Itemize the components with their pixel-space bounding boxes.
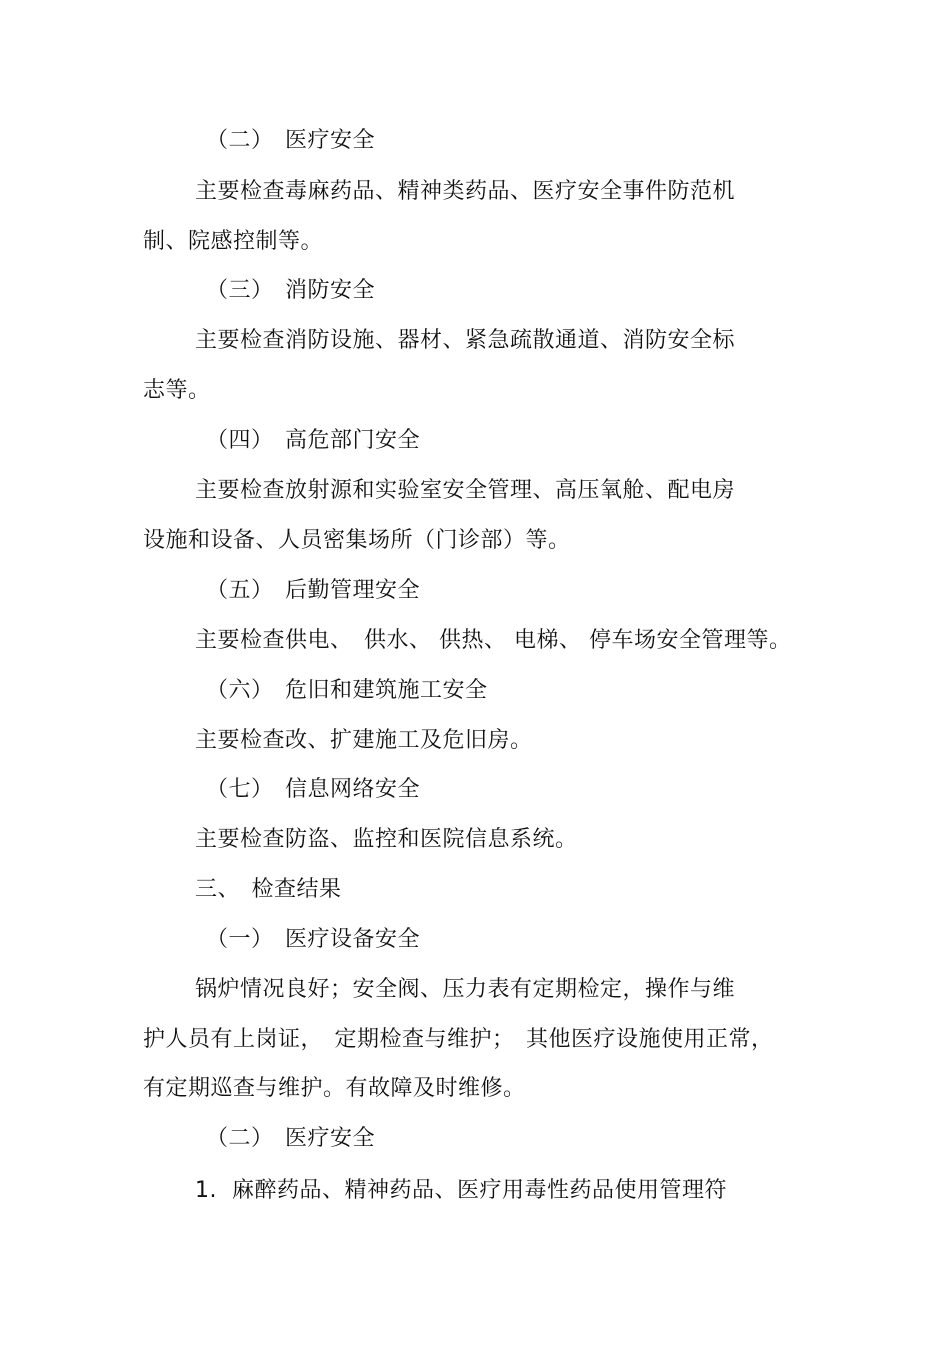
paragraph-line: 主要检查放射源和实验室安全管理、高压氧舱、配电房 <box>195 478 736 503</box>
chapter-heading-results: 三、 检查结果 <box>195 877 342 902</box>
section-heading-logistics: （五） 后勤管理安全 <box>206 578 421 603</box>
paragraph-line: 主要检查防盗、监控和医院信息系统。 <box>195 827 578 852</box>
section-heading-medical-safety: （二） 医疗安全 <box>206 128 376 153</box>
numbered-item: 1. 麻醉药品、精神药品、医疗用毒性药品使用管理符 <box>195 1178 727 1203</box>
paragraph-line: 主要检查供电、 供水、 供热、 电梯、 停车场安全管理等。 <box>195 628 792 653</box>
paragraph-line: 主要检查改、扩建施工及危旧房。 <box>195 728 533 753</box>
paragraph-line: 锅炉情况良好；安全阀、压力表有定期检定，操作与维 <box>195 977 736 1002</box>
paragraph-line: 制、院感控制等。 <box>143 229 324 254</box>
section-heading-fire-safety: （三） 消防安全 <box>206 278 376 303</box>
paragraph-line: 主要检查毒麻药品、精神类药品、医疗安全事件防范机 <box>195 179 736 204</box>
paragraph-line: 设施和设备、人员密集场所（门诊部）等。 <box>143 528 571 553</box>
section-heading-construction: （六） 危旧和建筑施工安全 <box>206 678 488 703</box>
paragraph-line: 护人员有上岗证， 定期检查与维护； 其他医疗设施使用正常， <box>143 1027 774 1052</box>
section-heading-high-risk-dept: （四） 高危部门安全 <box>206 428 421 453</box>
paragraph-line: 志等。 <box>143 378 211 403</box>
section-heading-medical-safety-2: （二） 医疗安全 <box>206 1126 376 1151</box>
section-heading-equipment: （一） 医疗设备安全 <box>206 927 421 952</box>
paragraph-line: 主要检查消防设施、器材、紧急疏散通道、消防安全标 <box>195 328 736 353</box>
section-heading-network: （七） 信息网络安全 <box>206 777 421 802</box>
paragraph-line: 有定期巡查与维护。有故障及时维修。 <box>143 1076 526 1101</box>
